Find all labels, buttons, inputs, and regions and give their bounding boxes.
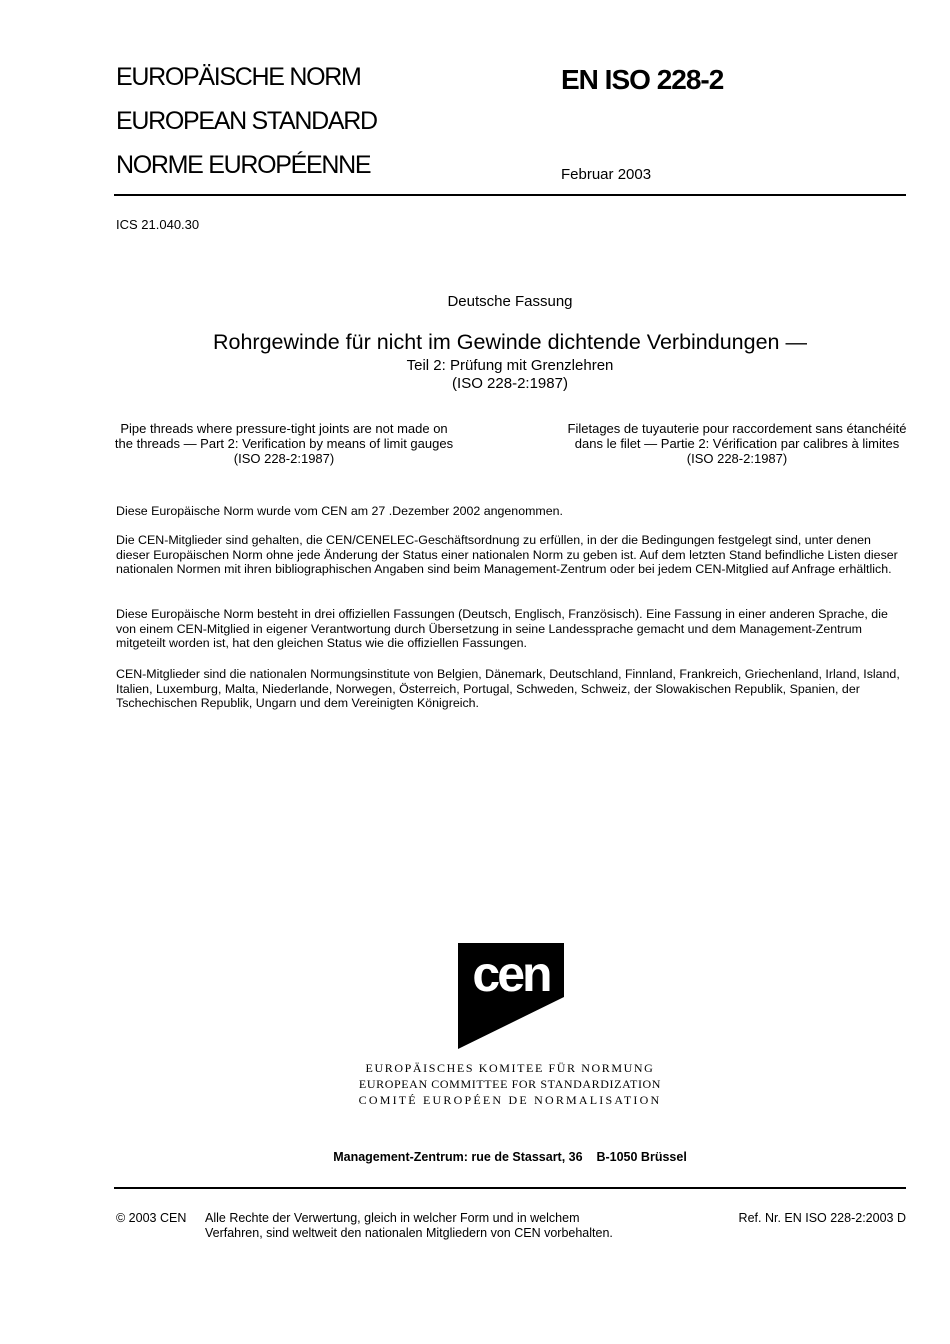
norm-title-en: EUROPEAN STANDARD	[116, 107, 377, 135]
reference-number: Ref. Nr. EN ISO 228-2:2003 D	[738, 1211, 906, 1225]
title-english-line: the threads — Part 2: Verification by means of limit gauges	[114, 436, 454, 451]
norm-title-de: EUROPÄISCHE NORM	[116, 63, 361, 91]
title-french-line: dans le filet — Partie 2: Vérification par calibres à limites	[574, 436, 900, 451]
standard-id: EN ISO 228-2	[561, 64, 724, 95]
version-label: Deutsche Fassung	[447, 293, 573, 310]
cen-logo	[458, 943, 564, 1049]
body-paragraph: Die CEN-Mitglieder sind gehalten, die CEN/CENELEC-Geschäftsordnung zu erfüllen, in der die Bedingungen festgelegt sind, unter denen dieser Europäischen Norm ohne jede Änderung der Status einer nationalen Norm zu geben ist. Auf dem letzten Stand befindliche Listen dieser nationalen Normen mit ihren bibliographischen Angaben sind beim Management-Zentrum oder bei jedem CEN-Mitglied auf Anfrage erhältlich.	[116, 533, 898, 577]
title-english-line: (ISO 228-2:1987)	[233, 451, 335, 466]
ics-code: ICS 21.040.30	[116, 217, 200, 232]
cen-caption-de: EUROPÄISCHES KOMITEE FÜR NORMUNG	[365, 1061, 655, 1075]
title-french	[553, 421, 921, 466]
cen-logo-text: cen	[472, 946, 550, 1002]
publication-date: Februar 2003	[561, 166, 652, 183]
title-english-line: Pipe threads where pressure-tight joints are not made on	[120, 421, 448, 436]
footer-rule	[114, 1187, 906, 1189]
title-english	[100, 421, 468, 466]
management-centre-address: Management-Zentrum: rue de Stassart, 36 B-1050 Brüssel	[333, 1150, 687, 1164]
rights-notice-line: Verfahren, sind weltweit den nationalen Mitgliedern von CEN vorbehalten.	[205, 1226, 613, 1240]
body-paragraph: CEN-Mitglieder sind die nationalen Normungsinstitute von Belgien, Dänemark, Deutschland, Finnland, Frankreich, Griechenland, Irland, Island, Italien, Luxemburg, Malta, Niederlande, Norwegen, Österreich, Portugal, Schweden, Schweiz, der Slowakischen Republik, Spanien, der Tschechischen Republik, Ungarn und dem Vereinigten Königreich.	[116, 667, 900, 711]
rights-notice-line: Alle Rechte der Verwertung, gleich in welcher Form und in welchem	[205, 1211, 580, 1225]
cen-caption-fr: COMITÉ EUROPÉEN DE NORMALISATION	[358, 1093, 662, 1107]
title-french-line: (ISO 228-2:1987)	[686, 451, 788, 466]
body-paragraph: Diese Europäische Norm wurde vom CEN am 27 .Dezember 2002 angenommen.	[116, 504, 563, 518]
document-title: Rohrgewinde für nicht im Gewinde dichtende Verbindungen —	[212, 330, 807, 354]
title-french-line: Filetages de tuyauterie pour raccordement sans étanchéité	[567, 421, 907, 436]
rights-notice	[205, 1211, 613, 1241]
cen-caption-en: EUROPEAN COMMITTEE FOR STANDARDIZATION	[358, 1077, 662, 1091]
header-rule	[114, 194, 906, 196]
document-iso-ref: (ISO 228-2:1987)	[452, 375, 568, 392]
document-subtitle: Teil 2: Prüfung mit Grenzlehren	[406, 357, 614, 374]
body-paragraph: Diese Europäische Norm besteht in drei offiziellen Fassungen (Deutsch, Englisch, Französisch). Eine Fassung in einer anderen Sprache, die von einem CEN-Mitglied in eigener Verantwortung durch Übersetzung in seine Landessprache gemacht und dem Management-Zentrum mitgeteilt worden ist, hat den gleichen Status wie die offiziellen Fassungen.	[116, 607, 888, 651]
norm-title-fr: NORME EUROPÉENNE	[116, 151, 371, 179]
copyright: © 2003 CEN	[116, 1211, 187, 1225]
